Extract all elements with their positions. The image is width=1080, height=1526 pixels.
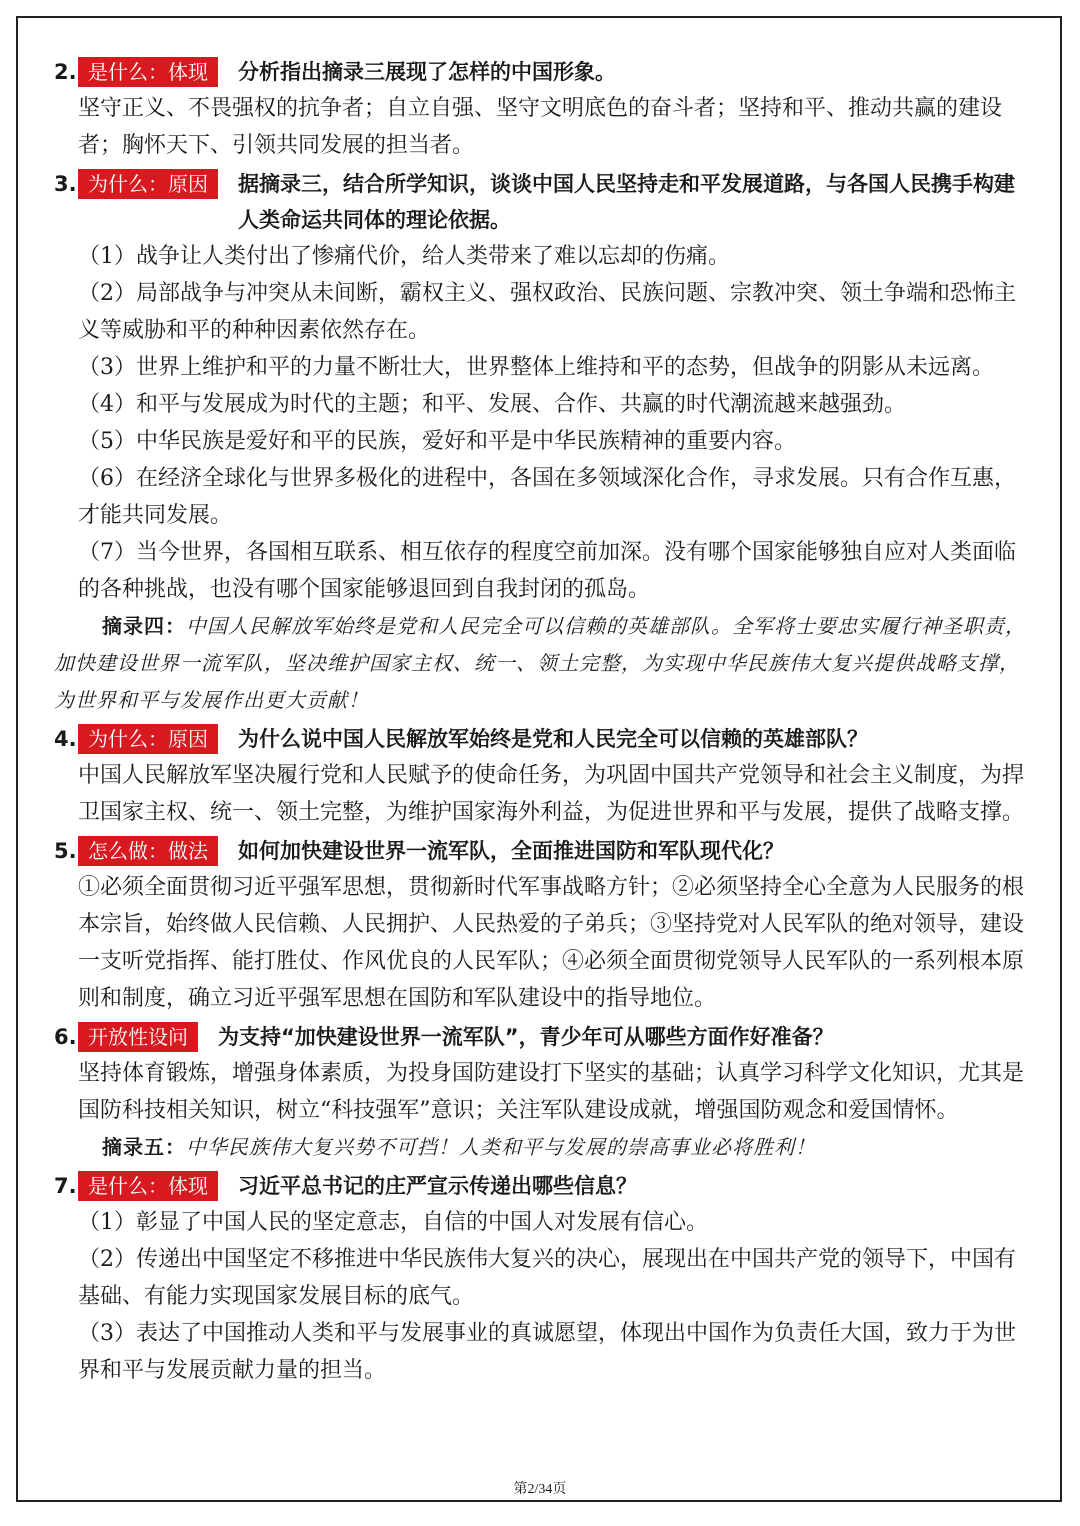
question-type-tag: 是什么：体现 bbox=[78, 1171, 218, 1201]
answer-5 bbox=[54, 869, 1029, 1017]
answer-paragraph: 中国人民解放军坚决履行党和人民赋予的使命任务，为巩固中国共产党领导和社会主义制度，为捍卫国家主权、统一、领土完整，为维护国家海外利益，为促进世界和平与发展，提供了战略支撑。 bbox=[78, 763, 1025, 825]
question-5 bbox=[54, 833, 1029, 869]
question-text: 分析指出摘录三展现了怎样的中国形象。 bbox=[238, 60, 616, 84]
answer-paragraph: 坚守正义、不畏强权的抗争者；自立自强、坚守文明底色的奋斗者；坚持和平、推动共赢的建设者；胸怀天下、引领共同发展的担当者。 bbox=[78, 96, 1003, 158]
question-7 bbox=[54, 1168, 1029, 1204]
excerpt-4 bbox=[54, 608, 1029, 719]
question-4 bbox=[54, 721, 1029, 757]
page-content bbox=[54, 52, 1029, 1389]
question-number: 2. bbox=[54, 60, 77, 84]
question-2 bbox=[54, 54, 1029, 90]
question-text: 为什么说中国人民解放军始终是党和人民完全可以信赖的英雄部队？ bbox=[238, 727, 868, 751]
answer-point: （7）当今世界，各国相互联系、相互依存的程度空前加深。没有哪个国家能够独自应对人类面临的各种挑战，也没有哪个国家能够退回到自我封闭的孤岛。 bbox=[78, 540, 1017, 602]
excerpt-text: 中华民族伟大复兴势不可挡！人类和平与发展的崇高事业必将胜利！ bbox=[186, 1135, 816, 1159]
answer-point: （1）彰显了中国人民的坚定意志，自信的中国人对发展有信心。 bbox=[78, 1210, 708, 1235]
answer-point: （5）中华民族是爱好和平的民族，爱好和平是中华民族精神的重要内容。 bbox=[78, 429, 796, 454]
answer-point: （2）传递出中国坚定不移推进中华民族伟大复兴的决心，展现出在中国共产党的领导下，中国有基础、有能力实现国家发展目标的底气。 bbox=[78, 1247, 1017, 1309]
excerpt-label: 摘录四： bbox=[102, 614, 186, 638]
excerpt-5 bbox=[54, 1129, 1029, 1166]
question-text: 如何加快建设世界一流军队，全面推进国防和军队现代化？ bbox=[238, 839, 784, 863]
question-6 bbox=[54, 1019, 1029, 1055]
answer-point: （6）在经济全球化与世界多极化的进程中，各国在多领域深化合作，寻求发展。只有合作互惠，才能共同发展。 bbox=[78, 466, 1017, 528]
question-number: 7. bbox=[54, 1174, 77, 1198]
answer-point: （3）世界上维护和平的力量不断壮大，世界整体上维持和平的态势，但战争的阴影从未远离。 bbox=[78, 355, 995, 380]
question-number: 4. bbox=[54, 727, 77, 751]
answer-6 bbox=[54, 1055, 1029, 1129]
answer-7 bbox=[54, 1204, 1029, 1389]
answer-point: （3）表达了中国推动人类和平与发展事业的真诚愿望，体现出中国作为负责任大国，致力于为世界和平与发展贡献力量的担当。 bbox=[78, 1321, 1017, 1383]
question-3 bbox=[54, 166, 1029, 238]
question-type-tag: 为什么：原因 bbox=[78, 169, 218, 199]
question-text: 习近平总书记的庄严宣示传递出哪些信息？ bbox=[238, 1174, 637, 1198]
answer-2 bbox=[54, 90, 1029, 164]
question-number: 6. bbox=[54, 1025, 77, 1049]
question-number: 5. bbox=[54, 839, 77, 863]
question-number: 3. bbox=[54, 172, 77, 196]
answer-point: （2）局部战争与冲突从未间断，霸权主义、强权政治、民族问题、宗教冲突、领土争端和恐怖主义等威胁和平的种种因素依然存在。 bbox=[78, 281, 1017, 343]
answer-point: （1）战争让人类付出了惨痛代价，给人类带来了难以忘却的伤痛。 bbox=[78, 244, 730, 269]
excerpt-label: 摘录五： bbox=[102, 1135, 186, 1159]
answer-4 bbox=[54, 757, 1029, 831]
answer-point: （4）和平与发展成为时代的主题；和平、发展、合作、共赢的时代潮流越来越强劲。 bbox=[78, 392, 906, 417]
answer-paragraph: 坚持体育锻炼，增强身体素质，为投身国防建设打下坚实的基础；认真学习科学文化知识，尤其是国防科技相关知识，树立“科技强军”意识；关注军队建设成就，增强国防观念和爱国情怀。 bbox=[78, 1061, 1025, 1123]
answer-paragraph: ①必须全面贯彻习近平强军思想，贯彻新时代军事战略方针；②必须坚持全心全意为人民服务的根本宗旨，始终做人民信赖、人民拥护、人民热爱的子弟兵；③坚持党对人民军队的绝对领导，建设一支听党指挥、能打胜仗、作风优良的人民军队；④必须全面贯彻党领导人民军队的一系列根本原则和制度，确立习近平强军思想在国防和军队建设中的指导地位。 bbox=[78, 875, 1025, 1011]
question-type-tag: 是什么：体现 bbox=[78, 57, 218, 87]
question-type-tag: 为什么：原因 bbox=[78, 724, 218, 754]
question-text: 为支持“加快建设世界一流军队”，青少年可从哪些方面作好准备？ bbox=[218, 1025, 834, 1049]
page-number: 第2/34页 bbox=[513, 1482, 567, 1497]
excerpt-text: 中国人民解放军始终是党和人民完全可以信赖的英雄部队。全军将士要忠实履行神圣职责，加快建设世界一流军队，坚决维护国家主权、统一、领土完整，为实现中华民族伟大复兴提供战略支撑，为世界和平与发展作出更大贡献！ bbox=[54, 614, 1026, 712]
question-type-tag: 怎么做：做法 bbox=[78, 836, 218, 866]
question-text: 据摘录三，结合所学知识，谈谈中国人民坚持走和平发展道路，与各国人民携手构建人类命运共同体的理论依据。 bbox=[238, 172, 1015, 232]
question-type-tag: 开放性设问 bbox=[78, 1022, 198, 1052]
answer-3 bbox=[54, 238, 1029, 608]
